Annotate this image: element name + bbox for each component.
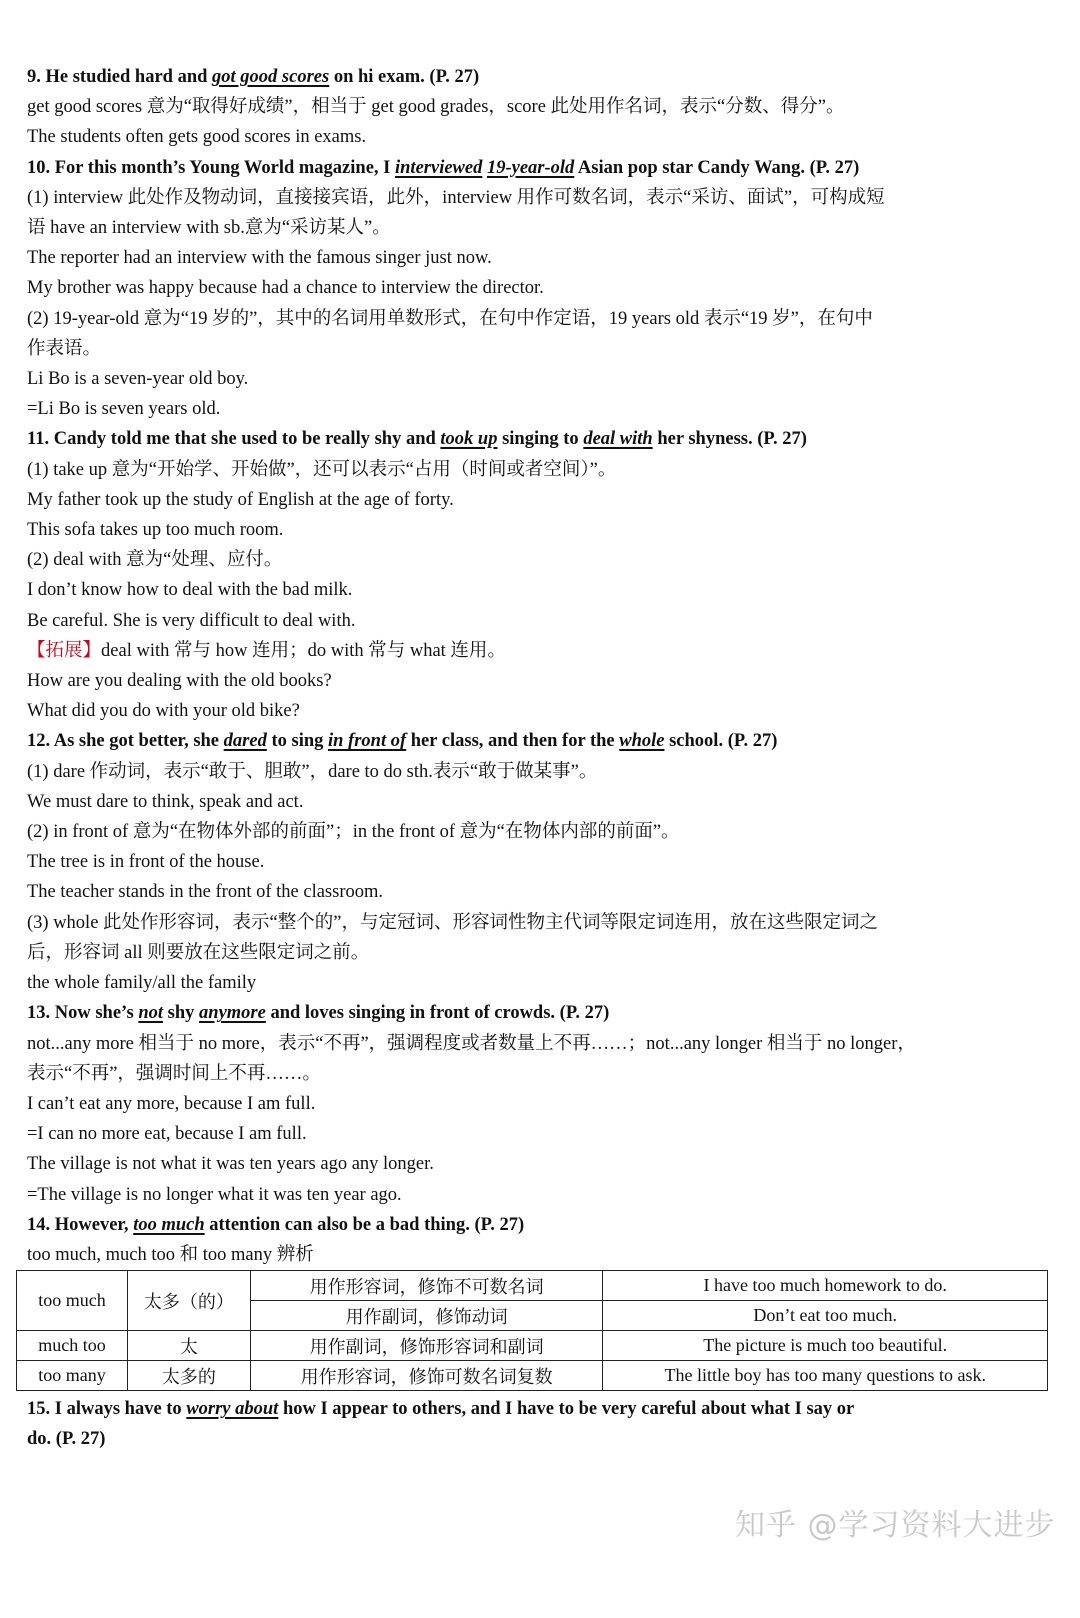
text-run: her class, and then for the bbox=[406, 731, 620, 752]
key-phrase: dared bbox=[223, 731, 267, 752]
text-run: I can’t eat any more, because I am full. bbox=[27, 1093, 316, 1114]
key-phrase: anymore bbox=[199, 1003, 266, 1024]
text-run: attention can also be a bad thing. (P. 27) bbox=[204, 1214, 525, 1235]
section-heading bbox=[27, 1394, 1057, 1424]
text-run: I don’t know how to deal with the bad milk. bbox=[27, 580, 353, 601]
text-line bbox=[27, 908, 1057, 938]
table-row bbox=[17, 1361, 1048, 1391]
text-line bbox=[27, 606, 1057, 636]
text-line bbox=[27, 1119, 1057, 1149]
key-phrase: in front of bbox=[328, 731, 407, 752]
text-run: 12. As she got better, she bbox=[27, 731, 224, 752]
text-line bbox=[27, 817, 1057, 847]
text-run: 作表语。 bbox=[27, 338, 102, 359]
key-phrase: not bbox=[138, 1003, 164, 1024]
text-line bbox=[27, 183, 1057, 213]
text-run: 9. He studied hard and bbox=[27, 67, 213, 87]
text-run: The village is not what it was ten years ago any longer. bbox=[27, 1154, 434, 1175]
key-phrase: interviewed bbox=[395, 157, 483, 178]
text-run: (2) 19-year-old 意为“19 岁的”，其中的名词用单数形式，在句中作定语，19 years old 表示“19 岁”，在句中 bbox=[27, 308, 873, 329]
text-run: =I can no more eat, because I am full. bbox=[27, 1124, 307, 1145]
section-heading bbox=[27, 726, 1057, 756]
section-heading bbox=[27, 998, 1057, 1028]
example-cell: The little boy has too many questions to ask. bbox=[603, 1361, 1048, 1391]
key-phrase: deal with bbox=[583, 429, 653, 450]
text-line bbox=[27, 968, 1057, 998]
comparison-table-wrap bbox=[27, 1270, 1057, 1394]
usage-cell: 用作形容词，修饰不可数名词 bbox=[250, 1271, 603, 1301]
text-run: We must dare to think, speak and act. bbox=[27, 791, 304, 812]
text-line bbox=[27, 877, 1057, 907]
text-line bbox=[27, 696, 1057, 726]
text-run: 后，形容词 all 则要放在这些限定词之前。 bbox=[27, 942, 370, 963]
section-heading bbox=[27, 1424, 1057, 1454]
text-line bbox=[27, 334, 1057, 364]
text-run: singing to bbox=[497, 429, 584, 450]
key-phrase: got good scores bbox=[212, 67, 330, 87]
text-line bbox=[27, 455, 1057, 485]
notes-after-table bbox=[27, 1394, 1057, 1454]
text-line bbox=[27, 1059, 1057, 1089]
text-run: her shyness. (P. 27) bbox=[652, 429, 807, 450]
key-phrase: took up bbox=[440, 429, 498, 450]
text-run: (2) deal with 意为“处理、应付。 bbox=[27, 550, 283, 571]
text-line bbox=[27, 1180, 1057, 1210]
watermark: 知乎 @学习资料大进步 bbox=[735, 1508, 1056, 1543]
text-line bbox=[27, 273, 1057, 303]
text-line bbox=[27, 787, 1057, 817]
text-run: too much, much too 和 too many 辨析 bbox=[27, 1244, 314, 1265]
text-run: The reporter had an interview with the famous singer just now. bbox=[27, 248, 492, 269]
document-page bbox=[27, 62, 1057, 1455]
text-run: on hi exam. (P. 27) bbox=[329, 67, 480, 87]
text-run: My father took up the study of English at the age of forty. bbox=[27, 489, 454, 510]
example-cell: Don’t eat too much. bbox=[603, 1301, 1048, 1331]
text-run: My brother was happy because had a chance to interview the director. bbox=[27, 278, 544, 299]
text-run: 14. However, bbox=[27, 1214, 134, 1235]
key-phrase: 19-year-old bbox=[486, 157, 575, 178]
text-run: =Li Bo is seven years old. bbox=[27, 399, 221, 420]
key-phrase: too much bbox=[133, 1214, 205, 1235]
text-run: 13. Now she’s bbox=[27, 1003, 139, 1024]
comparison-table bbox=[16, 1270, 1048, 1391]
table-row bbox=[17, 1331, 1048, 1361]
text-run: 11. Candy told me that she used to be really shy and bbox=[27, 429, 441, 450]
meaning-cell: 太 bbox=[127, 1331, 250, 1361]
text-run: (1) take up 意为“开始学、开始做”，还可以表示“占用（时间或者空间）”。 bbox=[27, 459, 617, 480]
text-line bbox=[27, 1240, 1057, 1270]
text-line bbox=[27, 122, 1057, 152]
text-run: Asian pop star Candy Wang. (P. 27) bbox=[574, 157, 860, 178]
text-run: and loves singing in front of crowds. (P. 27) bbox=[265, 1003, 610, 1024]
text-line bbox=[27, 545, 1057, 575]
meaning-cell: 太多的 bbox=[127, 1361, 250, 1391]
text-line bbox=[27, 515, 1057, 545]
meaning-cell: 太多（的） bbox=[127, 1271, 250, 1331]
text-run: deal with 常与 how 连用；do with 常与 what 连用。 bbox=[101, 640, 506, 661]
text-run: How are you dealing with the old books? bbox=[27, 671, 332, 692]
text-line bbox=[27, 213, 1057, 243]
section-heading bbox=[27, 1210, 1057, 1240]
text-line bbox=[27, 847, 1057, 877]
term-cell: too many bbox=[17, 1361, 128, 1391]
text-line bbox=[27, 938, 1057, 968]
text-run: 表示“不再”，强调时间上不再……。 bbox=[27, 1063, 321, 1084]
text-run: shy bbox=[163, 1003, 200, 1024]
text-run: (3) whole 此处作形容词，表示“整个的”，与定冠词、形容词性物主代词等限定词连用，放在这些限定词之 bbox=[27, 912, 878, 933]
text-run: to sing bbox=[266, 731, 328, 752]
section-heading bbox=[27, 153, 1057, 183]
example-cell: The picture is much too beautiful. bbox=[603, 1331, 1048, 1361]
text-run: get good scores 意为“取得好成绩”，相当于 get good grades，score 此处用作名词，表示“分数、得分”。 bbox=[27, 97, 845, 118]
text-run: Be careful. She is very difficult to deal with. bbox=[27, 610, 356, 631]
text-run: 语 have an interview with sb.意为“采访某人”。 bbox=[27, 218, 391, 239]
section-heading bbox=[27, 424, 1057, 454]
text-run: 15. I always have to bbox=[27, 1399, 187, 1420]
text-run: (2) in front of 意为“在物体外部的前面”；in the front of 意为“在物体内部的前面”。 bbox=[27, 822, 680, 843]
term-cell: too much bbox=[17, 1271, 128, 1331]
text-line bbox=[27, 1089, 1057, 1119]
text-line bbox=[27, 666, 1057, 696]
text-line bbox=[27, 636, 1057, 666]
text-run: do. (P. 27) bbox=[27, 1429, 106, 1450]
text-run: 10. For this month’s Young World magazine, I bbox=[27, 157, 395, 178]
usage-cell: 用作副词，修饰动词 bbox=[250, 1301, 603, 1331]
text-line bbox=[27, 394, 1057, 424]
text-line bbox=[27, 243, 1057, 273]
notes-body bbox=[27, 62, 1057, 1270]
text-run: The tree is in front of the house. bbox=[27, 852, 265, 873]
text-run: What did you do with your old bike? bbox=[27, 701, 300, 722]
key-phrase: whole bbox=[619, 731, 665, 752]
text-run: Li Bo is a seven-year old boy. bbox=[27, 369, 249, 390]
text-line bbox=[27, 1029, 1057, 1059]
text-run: school. (P. 27) bbox=[664, 731, 778, 752]
text-run: =The village is no longer what it was ten year ago. bbox=[27, 1184, 402, 1205]
text-run: (1) interview 此处作及物动词，直接接宾语，此外，interview 用作可数名词，表示“采访、面试”，可构成短 bbox=[27, 187, 885, 208]
example-cell: I have too much homework to do. bbox=[603, 1271, 1048, 1301]
text-run: (1) dare 作动词，表示“敢于、胆敢”，dare to do sth.表示“敢于做某事”。 bbox=[27, 761, 598, 782]
usage-cell: 用作副词，修饰形容词和副词 bbox=[250, 1331, 603, 1361]
expand-tag: 【拓展】 bbox=[27, 640, 102, 661]
table-row bbox=[17, 1271, 1048, 1301]
term-cell: much too bbox=[17, 1331, 128, 1361]
text-line bbox=[27, 485, 1057, 515]
usage-cell: 用作形容词，修饰可数名词复数 bbox=[250, 1361, 603, 1391]
text-line bbox=[27, 1149, 1057, 1179]
text-run: The students often gets good scores in exams. bbox=[27, 127, 367, 148]
text-run: the whole family/all the family bbox=[27, 973, 257, 994]
text-run: This sofa takes up too much room. bbox=[27, 520, 284, 541]
text-line bbox=[27, 304, 1057, 334]
text-run: how I appear to others, and I have to be very careful about what I say or bbox=[278, 1399, 855, 1420]
text-line bbox=[27, 92, 1057, 122]
key-phrase: worry about bbox=[186, 1399, 279, 1420]
text-line bbox=[27, 364, 1057, 394]
text-run: not...any more 相当于 no more，表示“不再”，强调程度或者数量上不再……；not...any longer 相当于 no longer， bbox=[27, 1033, 916, 1054]
text-line bbox=[27, 757, 1057, 787]
text-run: The teacher stands in the front of the classroom. bbox=[27, 882, 384, 903]
section-heading bbox=[27, 62, 1057, 92]
text-line bbox=[27, 575, 1057, 605]
